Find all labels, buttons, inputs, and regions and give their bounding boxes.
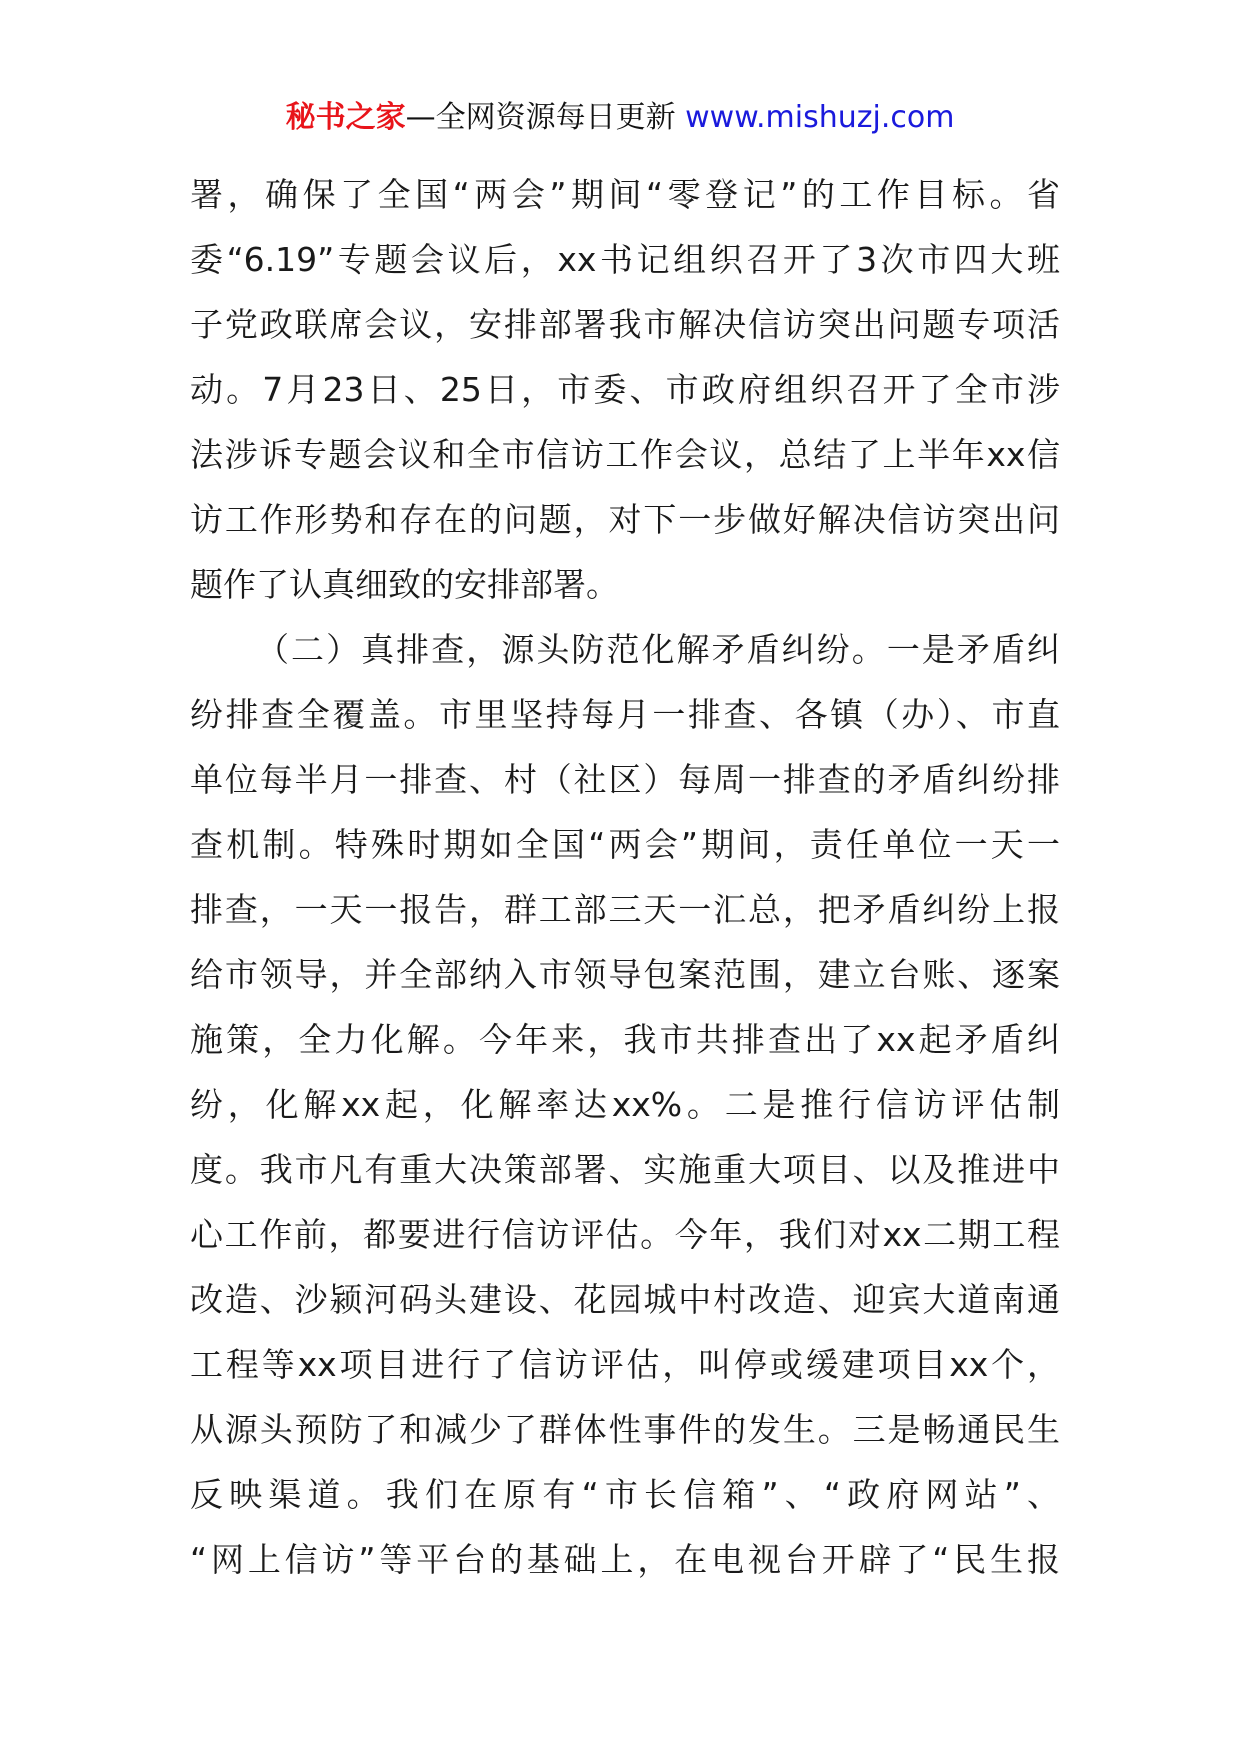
page-header	[0, 98, 1240, 138]
text-line: 工程等xx项目进行了信访评估，叫停或缓建项目xx个，	[190, 1345, 1060, 1384]
text-line: 给市领导，并全部纳入市领导包案范围，建立台账、逐案	[190, 955, 1060, 994]
text-line: 访工作形势和存在的问题，对下一步做好解决信访突出问	[190, 500, 1060, 539]
section-heading-line: （二）真排查，源头防范化解矛盾纠纷。一是矛盾纠	[256, 630, 1060, 669]
text-line: 施策，全力化解。今年来，我市共排查出了xx起矛盾纠	[190, 1020, 1060, 1059]
text-line: 从源头预防了和减少了群体性事件的发生。三是畅通民生	[190, 1410, 1060, 1449]
paragraph-end-line: 题作了认真细致的安排部署。	[190, 565, 619, 604]
text-line: 纷，化解xx起，化解率达xx%。二是推行信访评估制	[190, 1085, 1060, 1124]
text-line: 法涉诉专题会议和全市信访工作会议，总结了上半年xx信	[190, 435, 1060, 474]
text-line: 纷排查全覆盖。市里坚持每月一排查、各镇（办）、市直	[190, 695, 1060, 734]
text-line: 动。7月23日、25日，市委、市政府组织召开了全市涉	[190, 370, 1060, 409]
text-line: 委“6.19”专题会议后，xx书记组织召开了3次市四大班	[190, 240, 1060, 279]
site-url-link[interactable]: www.mishuzj.com	[685, 100, 955, 135]
text-line: 查机制。特殊时期如全国“两会”期间，责任单位一天一	[190, 825, 1060, 864]
document-body	[190, 162, 1060, 1592]
text-line: 反映渠道。我们在原有“市长信箱”、“政府网站”、	[190, 1475, 1060, 1514]
text-line: 单位每半月一排查、村（社区）每周一排查的矛盾纠纷排	[190, 760, 1060, 799]
text-line: 心工作前，都要进行信访评估。今年，我们对xx二期工程	[190, 1215, 1060, 1254]
text-line: 改造、沙颍河码头建设、花园城中村改造、迎宾大道南通	[190, 1280, 1060, 1319]
header-slogan: —全网资源每日更新	[405, 100, 676, 135]
text-line: 署，确保了全国“两会”期间“零登记”的工作目标。省	[190, 175, 1060, 214]
brand-name: 秘书之家	[285, 100, 406, 135]
text-line: 度。我市凡有重大决策部署、实施重大项目、以及推进中	[190, 1150, 1060, 1189]
text-line: “网上信访”等平台的基础上，在电视台开辟了“民生报	[190, 1540, 1060, 1579]
text-line: 排查，一天一报告，群工部三天一汇总，把矛盾纠纷上报	[190, 890, 1060, 929]
text-line: 子党政联席会议，安排部署我市解决信访突出问题专项活	[190, 305, 1060, 344]
